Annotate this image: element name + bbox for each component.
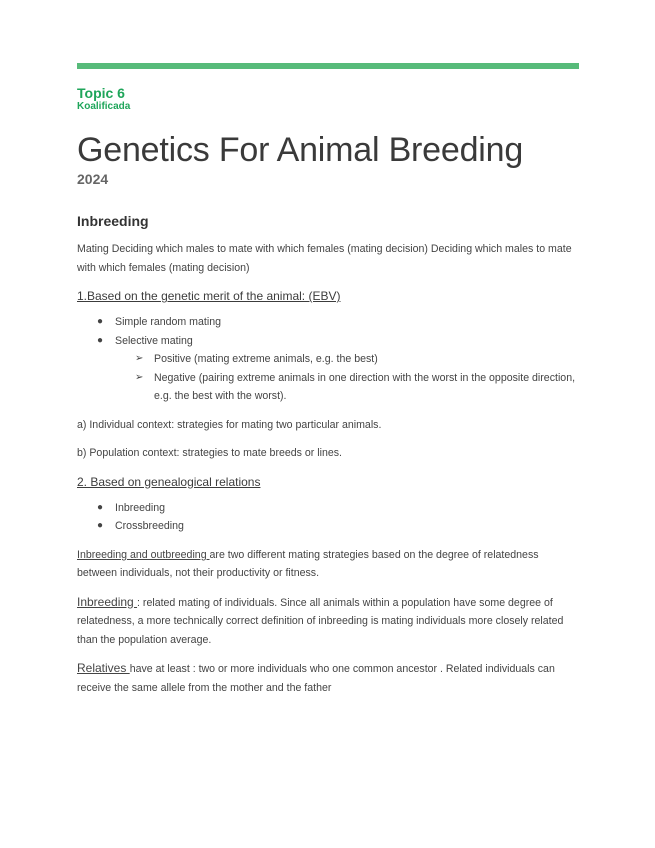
header-rule — [77, 63, 579, 69]
sub-list — [115, 350, 579, 406]
document-title: Genetics For Animal Breeding — [77, 131, 524, 169]
paragraph-text: have at least : two or more individuals who one common ancestor . Related individuals can receive the same allele from the mother and the father — [77, 663, 555, 694]
bullet-icon: ● — [97, 334, 104, 346]
topic-label: Topic 6 — [77, 85, 125, 101]
paragraph-text: are two different mating strategies based on the degree of relatedness between individuals, not their productivity or fitness. — [77, 548, 539, 579]
term-inbreeding-outbreeding: Inbreeding and outbreeding — [77, 548, 210, 561]
list-item-text: Inbreeding — [115, 501, 166, 514]
bullet-icon: ● — [97, 520, 104, 531]
term-relatives: Relatives — [77, 661, 130, 675]
part2-heading: 2. Based on genealogical relations — [77, 474, 261, 489]
part1-list — [77, 313, 579, 406]
document-year: 2024 — [77, 171, 109, 187]
inbreeding-definition-paragraph — [77, 593, 579, 650]
topic-subtitle: Koalificada — [77, 101, 131, 112]
paragraph-text: : related mating of individuals. Since all animals within a population have some degree of relatedness, a more technically correct definition of inbreeding is mating individuals more closely related than the population average. — [77, 596, 564, 646]
sub-list-item — [77, 350, 579, 369]
part1-heading: 1.Based on the genetic merit of the animal: (EBV) — [77, 289, 341, 303]
inbreeding-outbreeding-paragraph — [77, 546, 579, 583]
bullet-icon: ● — [97, 316, 104, 327]
sub-list-item — [77, 369, 579, 406]
arrow-bullet-icon: ➢ — [135, 371, 144, 383]
list-item — [77, 517, 579, 536]
part2-list — [77, 499, 579, 536]
list-item-text: Crossbreeding — [115, 520, 184, 532]
context-a: a) Individual context: strategies for mating two particular animals. — [77, 418, 382, 431]
arrow-bullet-icon: ➢ — [135, 353, 144, 364]
section-heading: Inbreeding — [77, 213, 149, 229]
intro-paragraph: Mating Deciding which males to mate with which females (mating decision) Deciding which males to mate with which females (mating decision) — [77, 243, 572, 274]
document-page — [77, 63, 579, 697]
list-item-text: Selective mating — [115, 334, 193, 347]
list-item — [77, 332, 579, 406]
sub-item-text: Negative (pairing extreme animals in one direction with the worst in the opposite direction, e.g. the best with the worst). — [154, 371, 576, 402]
bullet-icon: ● — [97, 501, 104, 513]
list-item — [77, 313, 579, 332]
relatives-paragraph — [77, 659, 579, 697]
sub-item-text: Positive (mating extreme animals, e.g. the best) — [154, 353, 378, 365]
context-b: b) Population context: strategies to mate breeds or lines. — [77, 447, 342, 459]
list-item-text: Simple random mating — [115, 316, 221, 328]
list-item — [77, 499, 579, 518]
term-inbreeding: Inbreeding — [77, 594, 138, 609]
